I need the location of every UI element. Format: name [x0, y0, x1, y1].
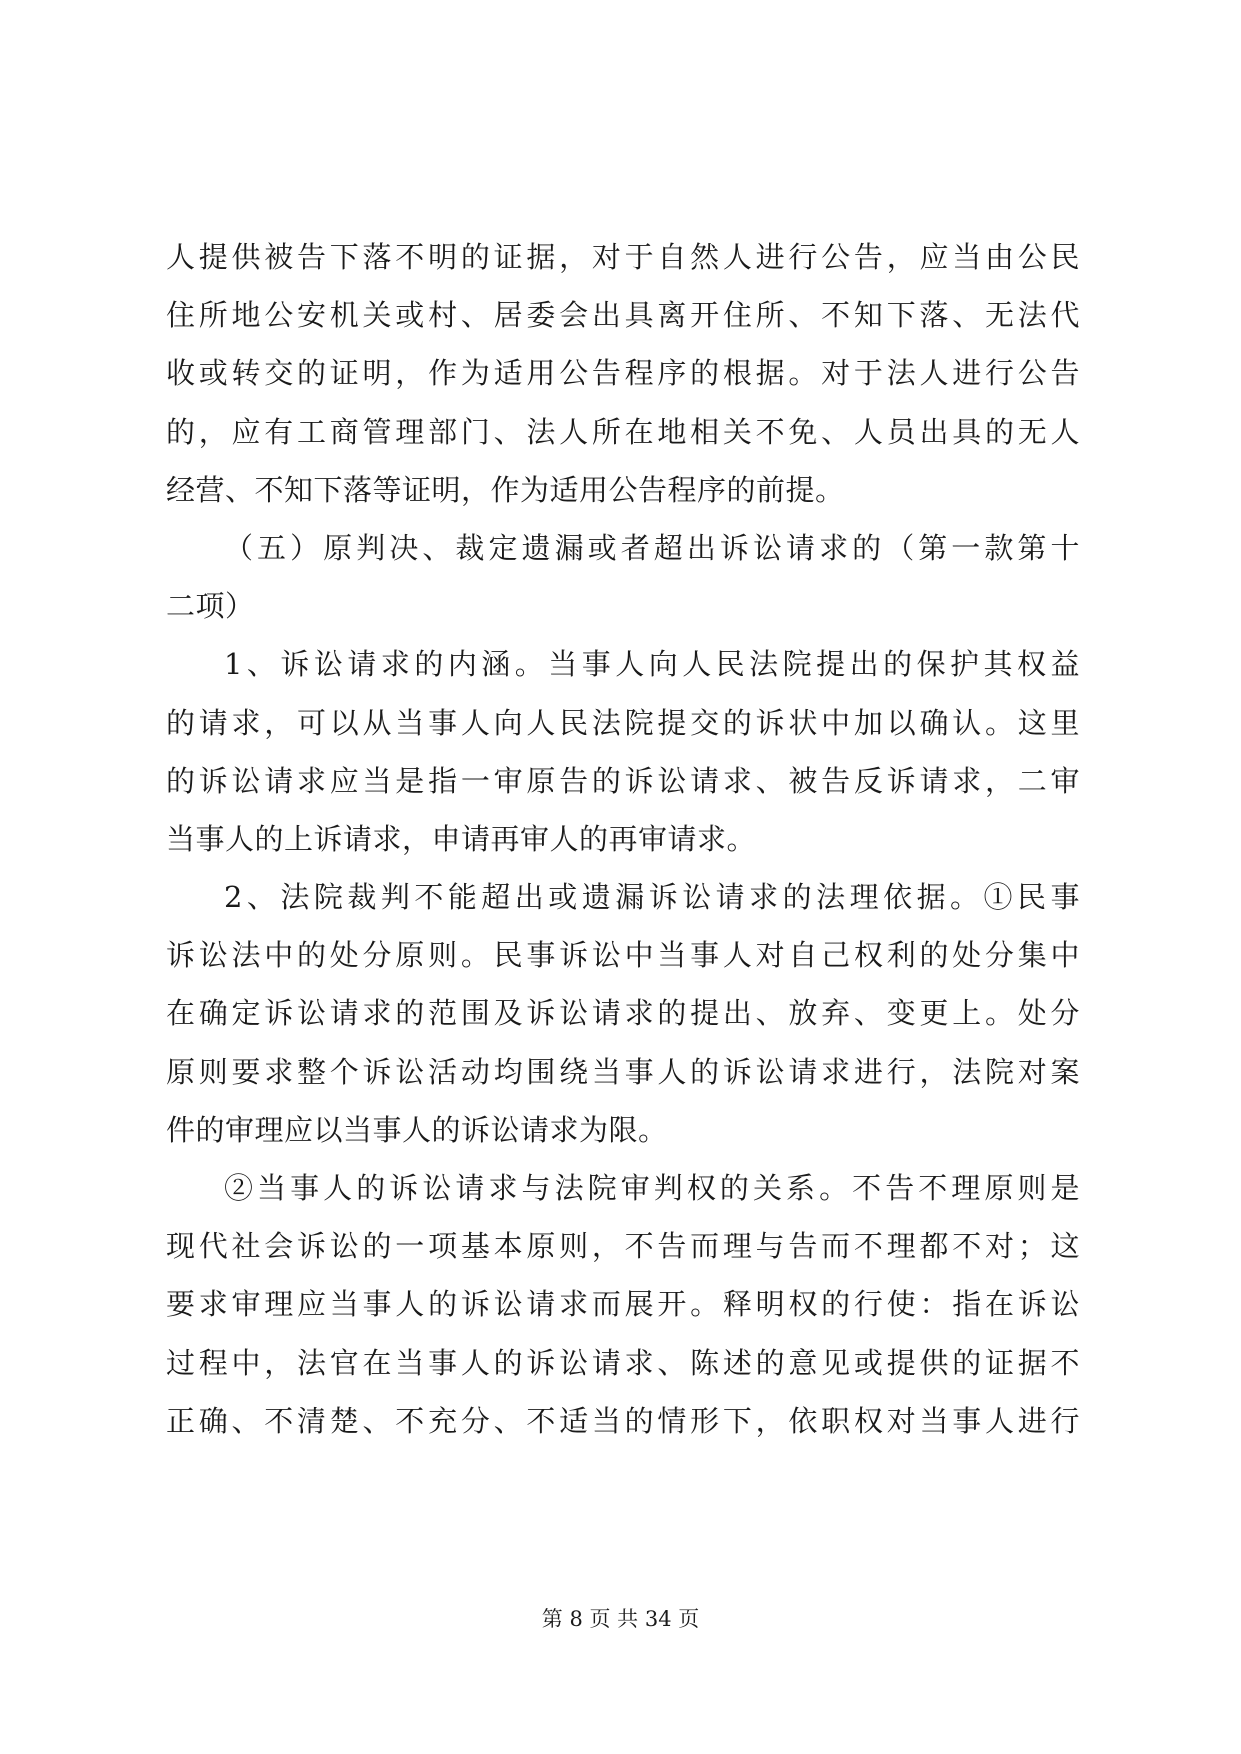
text-line-11: 当事人的上诉请求，申请再审人的再审请求。	[166, 821, 757, 856]
text-line-7: 二项）	[166, 589, 255, 624]
text-line-6: （五）原判决、裁定遗漏或者超出诉讼请求的（第一款第十	[224, 530, 1080, 565]
text-line-5: 经营、不知下落等证明，作为适用公告程序的前提。	[166, 472, 845, 507]
text-line-18: 现代社会诉讼的一项基本原则，不告而理与告而不理都不对；这	[166, 1229, 1080, 1264]
text-line-14: 在确定诉讼请求的范围及诉讼请求的提出、放弃、变更上。处分	[166, 996, 1080, 1031]
document-body	[166, 228, 1080, 1450]
text-line-1: 人提供被告下落不明的证据，对于自然人进行公告，应当由公民	[166, 240, 1080, 274]
text-line-19: 要求审理应当事人的诉讼请求而展开。释明权的行使：指在诉讼	[166, 1287, 1080, 1322]
text-line-17: ②当事人的诉讼请求与法院审判权的关系。不告不理原则是	[224, 1171, 1080, 1205]
page-number-footer: 第 8 页 共 34 页	[541, 1607, 700, 1631]
text-line-4: 的，应有工商管理部门、法人所在地相关不免、人员出具的无人	[166, 414, 1080, 449]
text-line-13: 诉讼法中的处分原则。民事诉讼中当事人对自己权利的处分集中	[166, 938, 1080, 973]
text-line-10: 的诉讼请求应当是指一审原告的诉讼请求、被告反诉请求，二审	[166, 763, 1080, 798]
text-line-15: 原则要求整个诉讼活动均围绕当事人的诉讼请求进行，法院对案	[166, 1054, 1080, 1089]
text-line-12: 2、法院裁判不能超出或遗漏诉讼请求的法理依据。①民事	[224, 880, 1080, 915]
text-line-20: 过程中，法官在当事人的诉讼请求、陈述的意见或提供的证据不	[166, 1345, 1080, 1380]
text-line-9: 的请求，可以从当事人向人民法院提交的诉状中加以确认。这里	[166, 705, 1080, 740]
text-line-8: 1、诉讼请求的内涵。当事人向人民法院提出的保护其权益	[224, 647, 1080, 682]
text-line-21: 正确、不清楚、不充分、不适当的情形下，依职权对当事人进行	[166, 1403, 1080, 1438]
text-line-16: 件的审理应以当事人的诉讼请求为限。	[166, 1112, 668, 1147]
text-line-3: 收或转交的证明，作为适用公告程序的根据。对于法人进行公告	[166, 356, 1080, 391]
text-line-2: 住所地公安机关或村、居委会出具离开住所、不知下落、无法代	[166, 298, 1080, 333]
